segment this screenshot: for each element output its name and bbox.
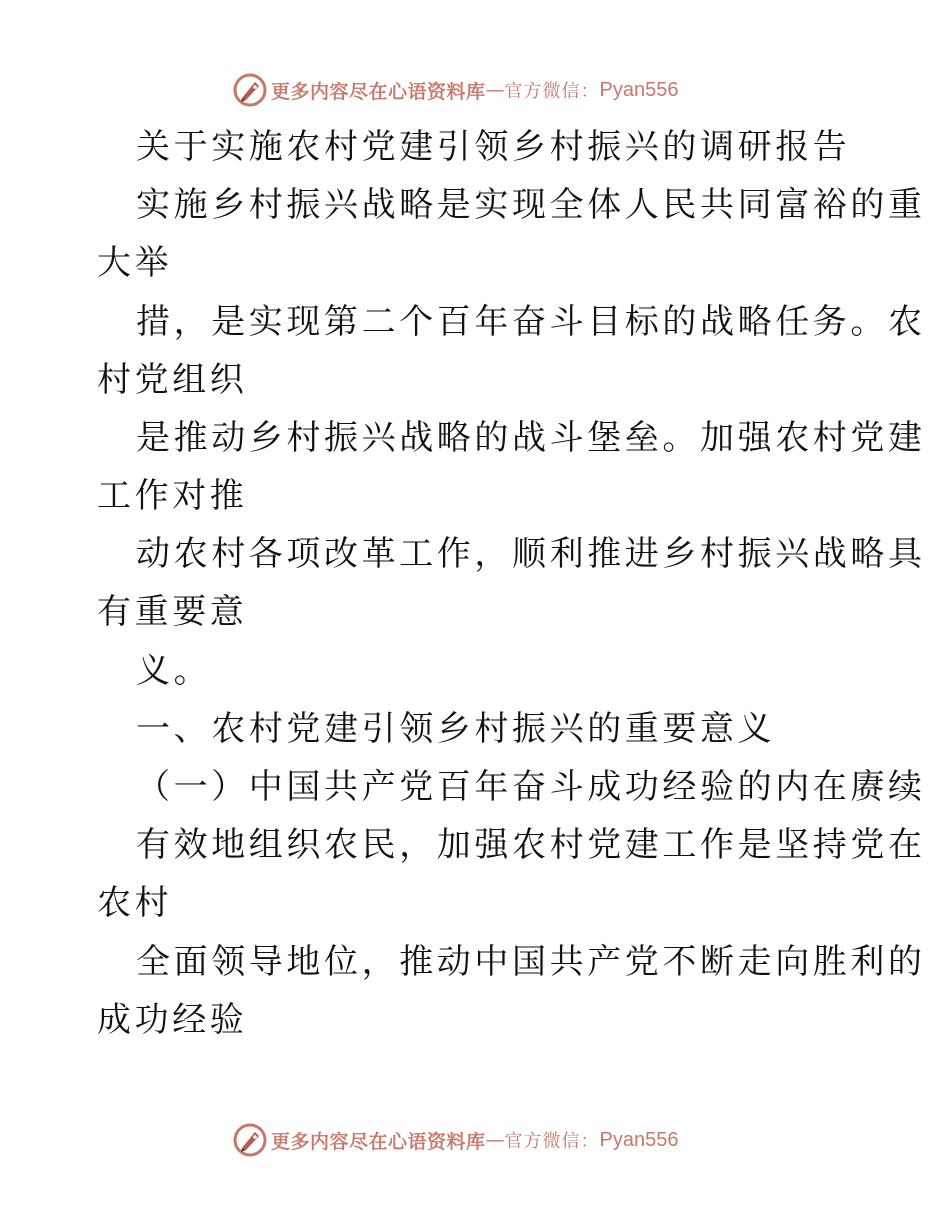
body-line: 实施乡村振兴战略是实现全体人民共同富裕的重 [136,185,926,225]
body-line: 村党组织 [97,360,248,400]
body-line: 是推动乡村振兴战略的战斗堡垒。加强农村党建 [136,418,926,458]
body-line: 农村 [97,883,173,923]
section-heading: 一、农村党建引领乡村振兴的重要意义 [136,709,776,749]
document-title: 关于实施农村党建引领乡村振兴的调研报告 [136,127,851,167]
banner-wechat-label: 官方微信： [504,81,600,102]
body-line: 有重要意 [97,592,248,632]
body-line: 工作对推 [97,476,248,516]
banner-dash: — [485,79,505,101]
body-line: 义。 [136,651,212,691]
body-line: 有效地组织农民，加强农村党建工作是坚持党在 [136,825,926,865]
body-line: 措，是实现第二个百年奋斗目标的战略任务。农 [136,302,926,342]
banner-site-name: 更多内容尽在心语资料库 [271,80,486,103]
banner-wechat-id: Pyan556 [599,78,679,101]
body-line: 全面领导地位，推动中国共产党不断走向胜利的 [136,942,926,982]
footer-watermark-banner [233,1122,678,1158]
banner-site-name: 更多内容尽在心语资料库 [271,1130,486,1153]
banner-dash: — [485,1129,505,1151]
header-watermark-banner [233,72,678,108]
body-line: 大举 [97,243,173,283]
banner-wechat-id: Pyan556 [599,1128,679,1151]
body-line: 成功经验 [97,1000,248,1040]
pen-nib-logo-icon [233,73,267,107]
subsection-heading: （一）中国共产党百年奋斗成功经验的内在赓续 [136,767,926,807]
pen-nib-logo-icon [233,1123,267,1157]
banner-wechat-label: 官方微信： [504,1131,600,1152]
body-line: 动农村各项改革工作，顺利推进乡村振兴战略具 [136,534,926,574]
